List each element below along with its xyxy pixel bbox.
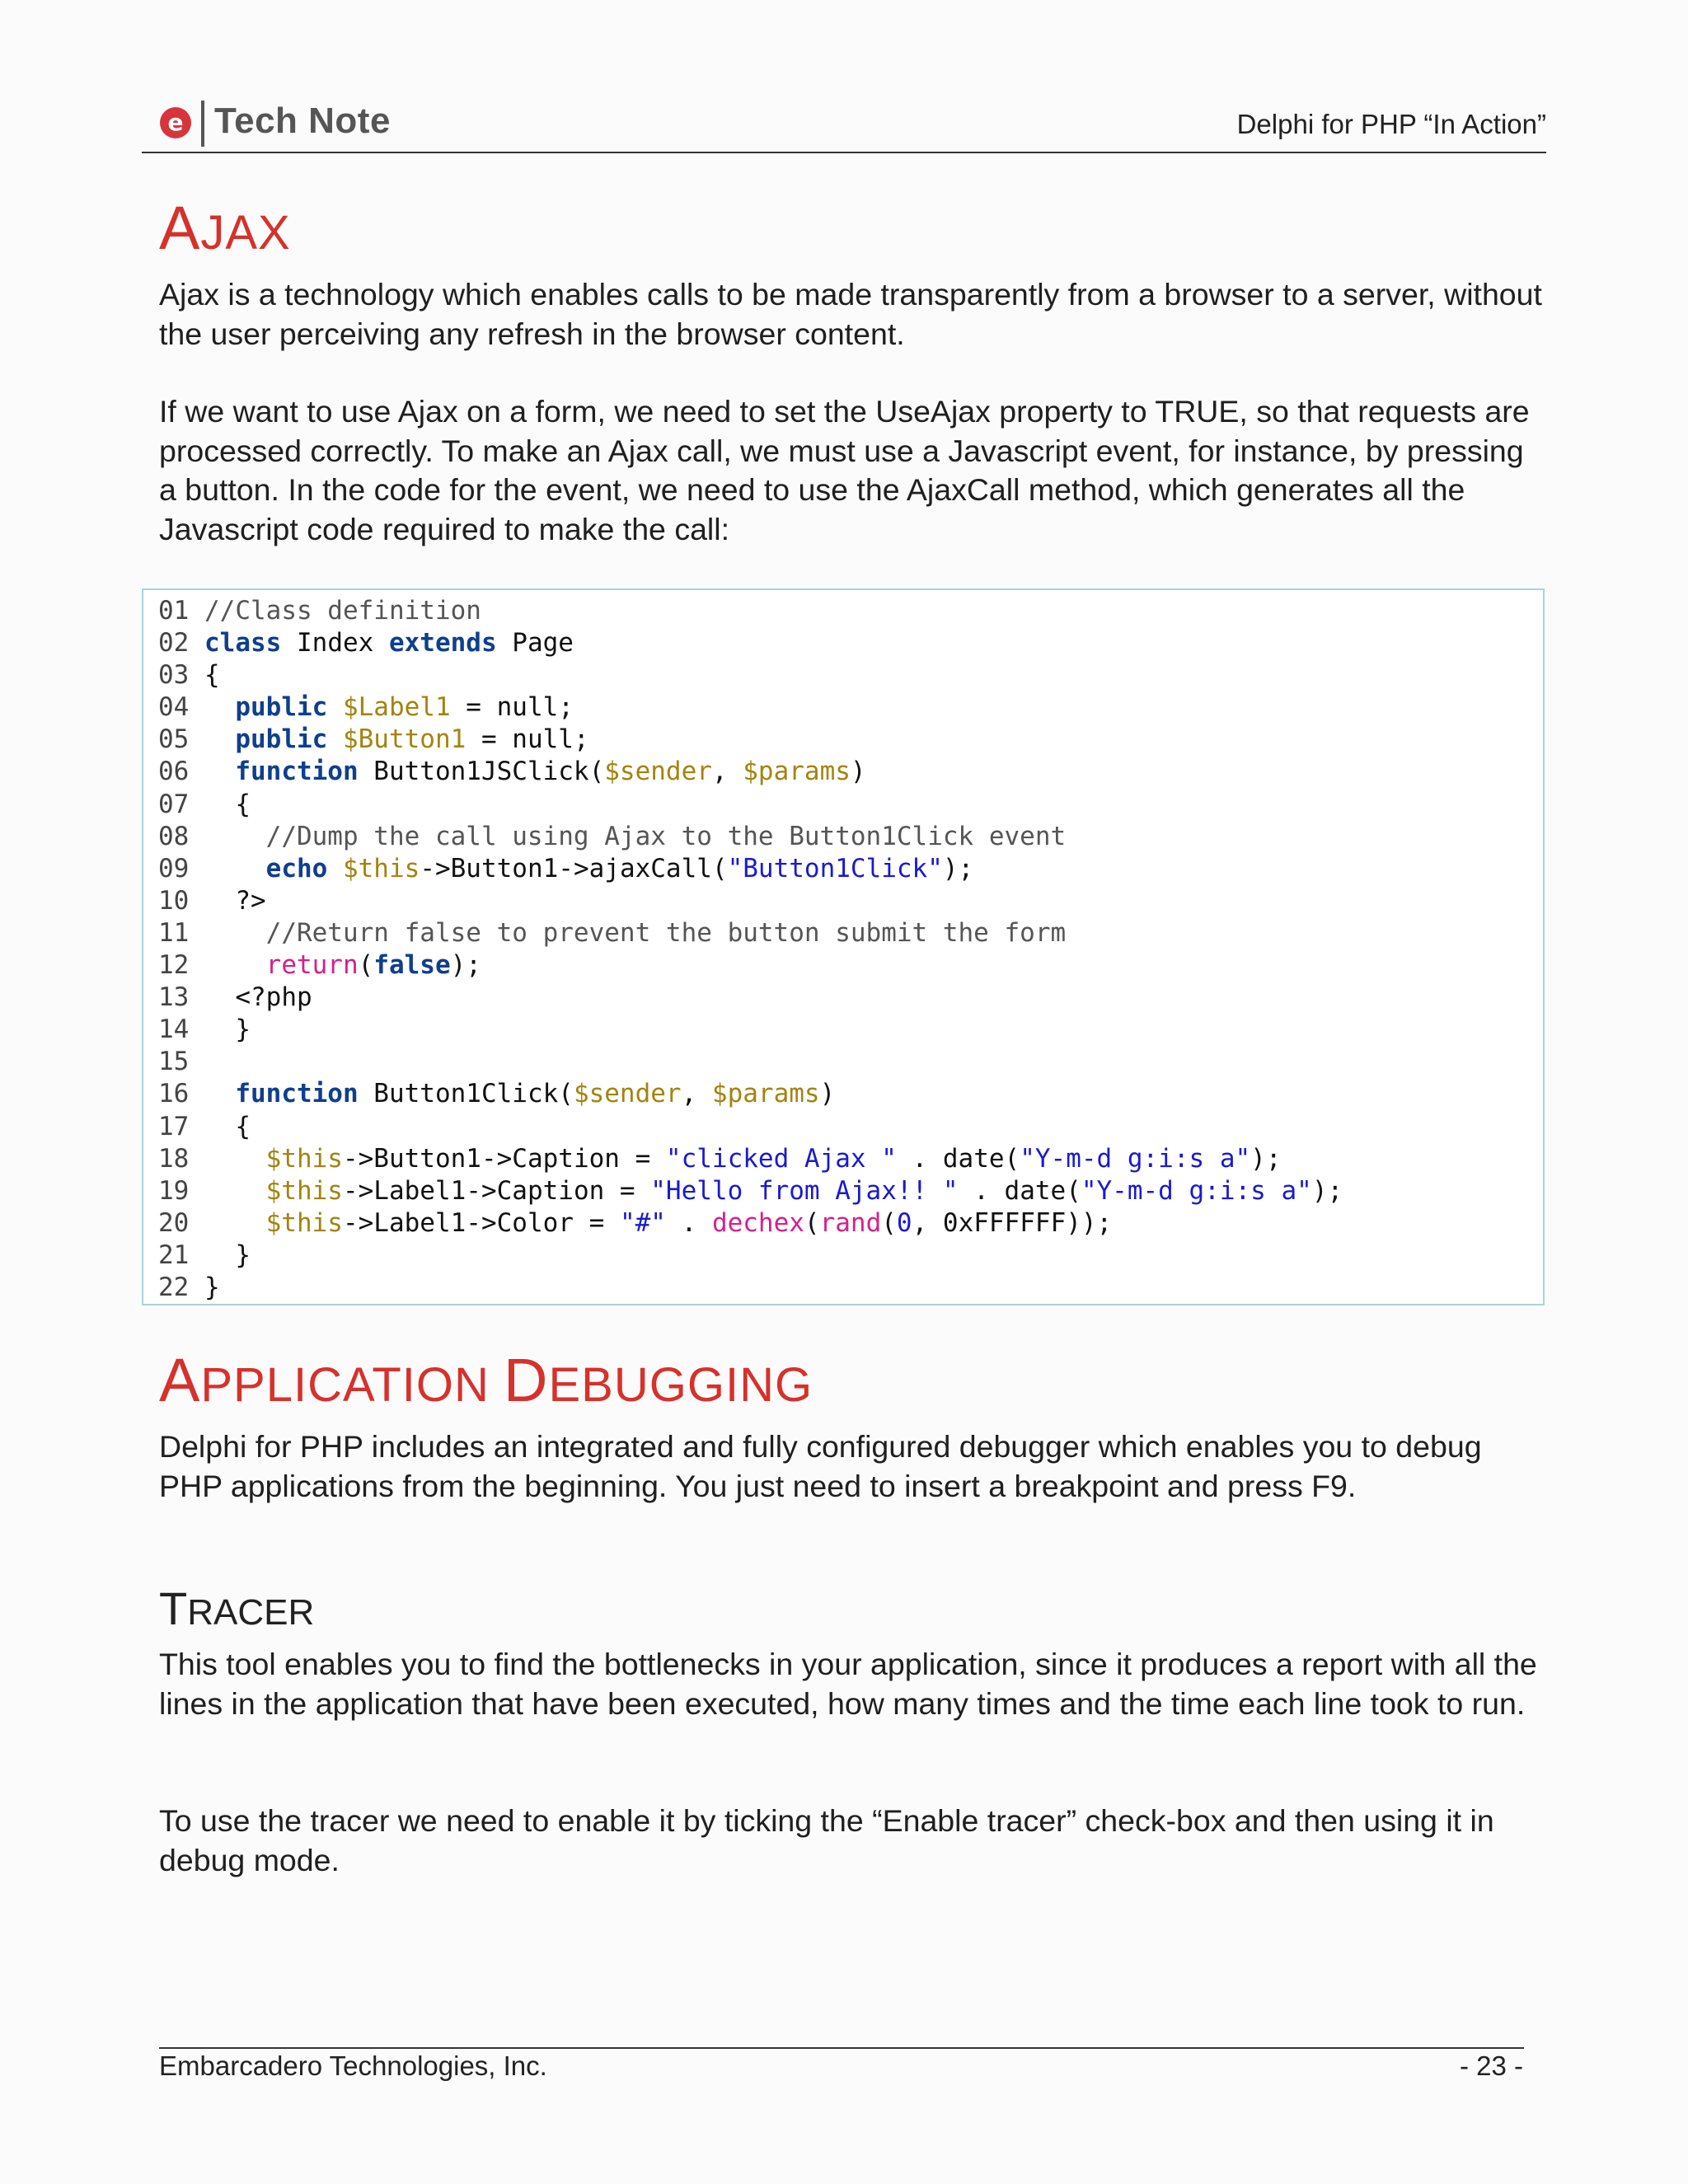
code-token: . date( <box>958 1175 1081 1206</box>
heading-debug-cap2: D <box>504 1346 549 1414</box>
code-token <box>204 1144 266 1174</box>
code-token: } <box>204 1272 220 1302</box>
code-token: public <box>235 724 328 755</box>
code-token: ); <box>1311 1175 1343 1206</box>
code-token <box>204 854 266 883</box>
code-token: $Label1 <box>342 692 451 723</box>
code-line <box>158 627 1343 659</box>
code-token <box>204 950 266 980</box>
code-token: $this <box>265 1175 343 1206</box>
heading-debug-rest1: PPLICATION <box>200 1358 504 1412</box>
heading-ajax-cap: A <box>159 194 201 262</box>
code-token: extends <box>388 628 497 658</box>
code-token: { <box>204 660 220 691</box>
code-token: $sender <box>573 1079 682 1109</box>
code-line-number: 18 <box>158 1143 204 1174</box>
code-token: $params <box>711 1079 820 1109</box>
code-token: Button1Click( <box>358 1079 574 1109</box>
code-line <box>158 1078 1343 1110</box>
heading-ajax-rest: JAX <box>200 206 291 260</box>
code-token: = null; <box>466 724 589 755</box>
code-token: $Button1 <box>342 724 467 755</box>
footer-page-number: - 23 - <box>1459 2050 1523 2081</box>
code-token <box>327 854 343 883</box>
code-token <box>204 692 235 722</box>
code-token: ); <box>1250 1143 1282 1174</box>
code-line <box>158 1111 1343 1143</box>
page-header <box>142 97 1546 155</box>
code-token: $this <box>265 1207 343 1238</box>
code-token: ) <box>819 1079 836 1109</box>
code-line-number: 05 <box>158 724 204 755</box>
code-line-number: 08 <box>158 821 204 851</box>
code-line-number: 09 <box>158 853 204 883</box>
document-title: Delphi for PHP “In Action” <box>1236 109 1546 139</box>
code-line <box>158 724 1343 756</box>
code-token: Index <box>281 628 389 658</box>
code-token: ->Button1->Caption = <box>342 1143 666 1174</box>
code-line-number: 21 <box>158 1240 204 1270</box>
heading-tracer-cap: T <box>159 1582 188 1634</box>
code-token: } <box>204 1015 251 1045</box>
debugging-paragraph-1: Delphi for PHP includes an integrated and fully configured debugger which enables you to debug PHP applications from the beginning. You just need to insert a breakpoint and press F9. <box>159 1429 1482 1503</box>
code-line <box>158 1175 1343 1207</box>
code-token: , 0xFFFFFF)); <box>912 1207 1113 1238</box>
code-line-number: 14 <box>158 1015 204 1045</box>
code-token: ?> <box>204 885 266 916</box>
code-token: . <box>665 1207 712 1238</box>
ajax-paragraph-2: If we want to use Ajax on a form, we need to set the UseAjax property to TRUE, so that requests are processed correctly. To make an Ajax call, we must use a Javascript event, for instance, by pressing a button. In the code for the event, we need to use the AjaxCall method, which generates all the Javascript code required to make the call: <box>159 394 1530 546</box>
code-line <box>158 659 1343 691</box>
tracer-paragraph-1: This tool enables you to find the bottlenecks in your application, since it produces a report with all the lines in the application that have been executed, how many times and the time each line took to run. <box>159 1647 1537 1721</box>
code-token <box>204 1176 266 1206</box>
code-token <box>204 724 235 754</box>
code-line <box>158 1014 1343 1046</box>
code-token: = null; <box>450 692 574 723</box>
code-token: echo <box>265 853 328 883</box>
code-token: false <box>373 950 451 981</box>
code-token: Button1JSClick( <box>358 757 605 787</box>
code-line-number: 16 <box>158 1079 204 1109</box>
code-token: $sender <box>604 757 712 787</box>
footer-divider <box>159 2047 1524 2049</box>
code-line-number: 03 <box>158 660 204 691</box>
embarcadero-logo-icon <box>160 107 191 138</box>
code-line-number: 12 <box>158 950 204 981</box>
code-line-number: 01 <box>158 596 204 626</box>
code-line <box>158 917 1343 949</box>
code-token: ->Button1->ajaxCall( <box>420 853 728 883</box>
code-token: { <box>204 1111 251 1141</box>
code-line-number: 07 <box>158 789 204 819</box>
code-token: ( <box>804 1207 820 1238</box>
code-line-number: 17 <box>158 1111 204 1141</box>
code-token: "Y-m-d g:i:s a" <box>1081 1175 1312 1206</box>
code-line <box>158 1240 1343 1272</box>
code-line <box>158 1272 1343 1304</box>
code-token: { <box>204 789 251 819</box>
code-line <box>158 1207 1343 1240</box>
code-token: ->Label1->Color = <box>342 1207 620 1238</box>
code-token: //Class definition <box>204 596 481 626</box>
code-token: "clicked Ajax " <box>665 1143 897 1174</box>
heading-debug-rest2: EBUGGING <box>548 1358 814 1412</box>
code-line-number: 19 <box>158 1175 204 1206</box>
code-token: ) <box>850 757 866 787</box>
heading-debug-cap1: A <box>159 1346 201 1414</box>
code-line <box>158 821 1343 853</box>
code-token <box>327 692 343 722</box>
code-token: ( <box>358 950 374 981</box>
code-line <box>158 595 1343 627</box>
code-token: "#" <box>619 1207 666 1238</box>
code-line-number: 13 <box>158 982 204 1013</box>
ajax-paragraph-1: Ajax is a technology which enables calls to be made transparently from a browser to a server, without the user perceiving any refresh in the browser content. <box>159 277 1542 351</box>
header-divider <box>142 152 1546 153</box>
code-line <box>158 789 1343 821</box>
code-line-number: 11 <box>158 917 204 948</box>
code-token: $this <box>342 853 420 883</box>
code-token: dechex <box>711 1207 804 1238</box>
code-token: ); <box>450 950 481 981</box>
heading-tracer <box>159 1582 315 1634</box>
code-token: <?php <box>204 982 312 1013</box>
code-lines <box>158 595 1343 1304</box>
code-token: return <box>265 950 359 981</box>
code-token: $params <box>743 757 851 787</box>
code-token: $this <box>265 1143 343 1174</box>
code-token <box>204 1208 266 1238</box>
code-token: //Dump the call using Ajax to the Button1Click event <box>265 821 1067 851</box>
code-token: class <box>204 628 282 658</box>
code-token: "Button1Click" <box>727 853 943 883</box>
code-line <box>158 853 1343 885</box>
logo-divider <box>201 101 204 147</box>
code-line <box>158 691 1343 724</box>
tracer-paragraph-2: To use the tracer we need to enable it by ticking the “Enable tracer” check-box and then using it in debug mode. <box>159 1803 1494 1877</box>
code-line <box>158 756 1343 788</box>
code-token: "Y-m-d g:i:s a" <box>1020 1143 1251 1174</box>
code-token: Page <box>496 628 574 658</box>
code-token: "Hello from Ajax!! " <box>650 1175 959 1206</box>
code-line-number: 20 <box>158 1207 204 1238</box>
code-token: //Return false to prevent the button submit the form <box>265 917 1067 948</box>
code-token <box>204 1079 235 1108</box>
code-line <box>158 1143 1343 1175</box>
code-listing <box>142 588 1545 1305</box>
code-line-number: 15 <box>158 1047 204 1077</box>
code-token <box>327 724 343 754</box>
code-line <box>158 1046 1343 1078</box>
heading-ajax <box>159 194 291 262</box>
code-token: , <box>711 757 743 787</box>
code-line-number: 02 <box>158 628 204 658</box>
code-token: function <box>235 1079 359 1109</box>
brand-title: Tech Note <box>214 101 391 141</box>
code-token: public <box>235 692 328 723</box>
code-token: function <box>235 757 359 787</box>
code-line <box>158 982 1343 1014</box>
code-line-number: 04 <box>158 692 204 723</box>
code-token <box>204 822 266 851</box>
code-line <box>158 949 1343 982</box>
footer-company: Embarcadero Technologies, Inc. <box>159 2050 547 2081</box>
logo-letter: e <box>167 109 184 136</box>
heading-tracer-rest: RACER <box>187 1592 315 1633</box>
code-line-number: 06 <box>158 757 204 787</box>
code-token: ); <box>942 853 974 883</box>
code-line-number: 22 <box>158 1272 204 1302</box>
code-token <box>204 757 235 786</box>
code-token: . date( <box>896 1143 1020 1174</box>
code-token: 0 <box>896 1207 912 1238</box>
code-token: ( <box>881 1207 897 1238</box>
code-token: } <box>204 1240 251 1270</box>
heading-application-debugging <box>159 1346 814 1414</box>
code-token <box>204 918 266 948</box>
code-token: ->Label1->Caption = <box>342 1175 651 1206</box>
code-token: rand <box>819 1207 882 1238</box>
code-line <box>158 885 1343 917</box>
code-line-number: 10 <box>158 885 204 916</box>
code-token: , <box>681 1079 712 1109</box>
